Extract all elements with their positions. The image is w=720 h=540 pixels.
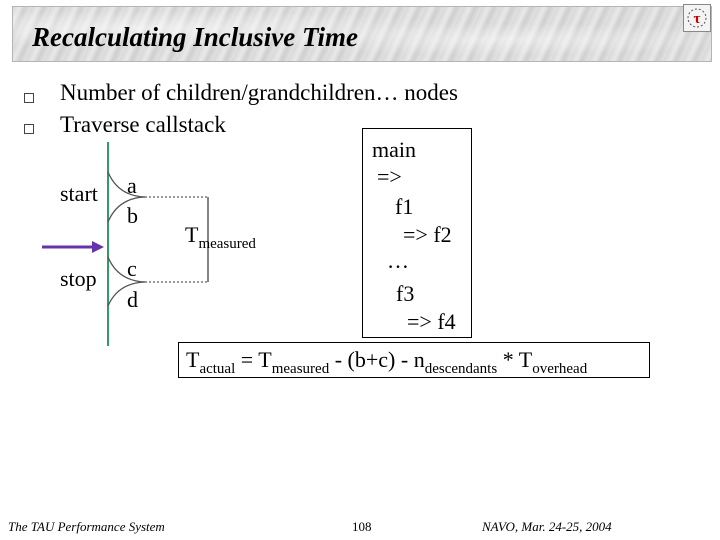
- pointer-arrow-head: [92, 241, 104, 253]
- event-d-label: d: [127, 287, 138, 312]
- bullet-text: Traverse callstack: [60, 112, 226, 137]
- formula: [186, 347, 587, 378]
- footer-left: The TAU Performance System: [8, 519, 165, 534]
- event-c-label: c: [127, 256, 137, 281]
- callstack-line: f3: [396, 281, 415, 306]
- formula-middle: - (b+c) -: [329, 347, 414, 372]
- slide-title: Recalculating Inclusive Time: [32, 22, 358, 52]
- t-measured-base: T: [185, 222, 199, 247]
- formula-equals: =: [235, 347, 259, 372]
- event-a-label: a: [127, 173, 137, 198]
- formula-t-actual: T: [186, 347, 200, 372]
- formula-sub-measured: measured: [271, 361, 330, 377]
- formula-sub-overhead: overhead: [532, 361, 588, 377]
- t-measured-label: [185, 222, 256, 253]
- formula-n: n: [413, 347, 425, 372]
- bullet-text: Number of children/grandchildren… nodes: [60, 80, 458, 105]
- stop-label: stop: [60, 266, 97, 291]
- start-label: start: [60, 181, 98, 206]
- page-number: 108: [352, 519, 372, 534]
- footer-right: NAVO, Mar. 24-25, 2004: [482, 519, 612, 534]
- callstack-line: => f2: [403, 222, 452, 247]
- formula-t-overhead: T: [518, 347, 533, 372]
- formula-star: *: [497, 347, 519, 372]
- formula-t-measured: T: [258, 347, 272, 372]
- callstack-line: …: [387, 248, 409, 273]
- callstack-line: f1: [395, 194, 414, 219]
- formula-sub-actual: actual: [199, 361, 236, 377]
- callstack-line: => f4: [407, 309, 456, 334]
- event-b-label: b: [127, 203, 138, 228]
- formula-sub-descendants: descendants: [424, 361, 498, 377]
- svg-text:τ: τ: [693, 11, 701, 27]
- callstack-line: =>: [377, 164, 402, 189]
- t-measured-sub: measured: [198, 236, 256, 252]
- callstack-line: main: [372, 137, 416, 162]
